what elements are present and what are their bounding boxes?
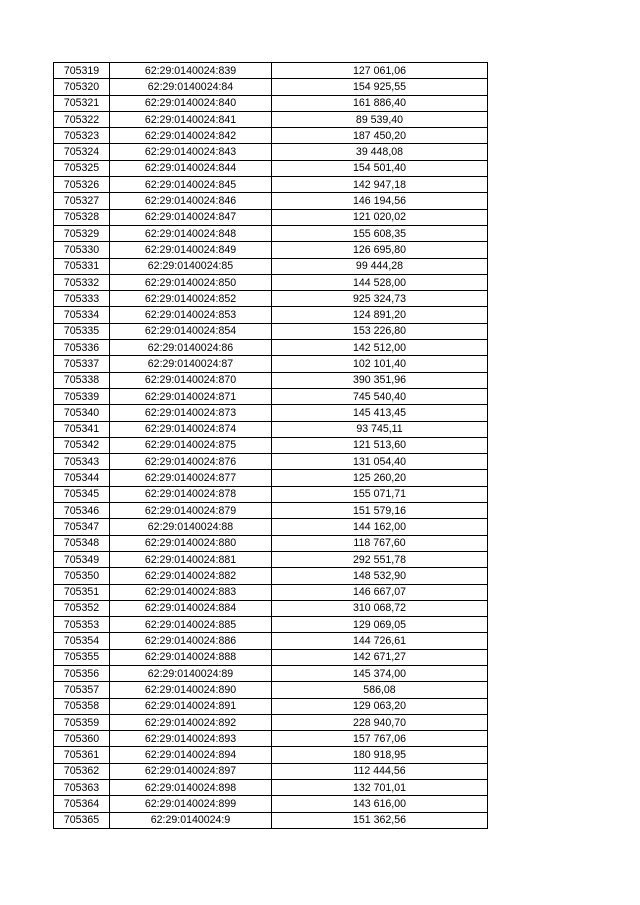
- cadastral-number-cell: 62:29:0140024:87: [110, 356, 272, 372]
- row-number-cell: 705352: [54, 600, 110, 616]
- table-row: [54, 747, 488, 763]
- cadastral-number-cell: 62:29:0140024:873: [110, 405, 272, 421]
- row-number-cell: 705357: [54, 682, 110, 698]
- cadastral-number-cell: 62:29:0140024:899: [110, 796, 272, 812]
- data-table-container: [53, 62, 487, 829]
- value-cell: 144 726,61: [272, 633, 488, 649]
- value-cell: 586,08: [272, 682, 488, 698]
- table-row: [54, 388, 488, 404]
- cadastral-number-cell: 62:29:0140024:844: [110, 160, 272, 176]
- table-row: [54, 633, 488, 649]
- cadastral-number-cell: 62:29:0140024:849: [110, 242, 272, 258]
- row-number-cell: 705350: [54, 568, 110, 584]
- cadastral-number-cell: 62:29:0140024:893: [110, 731, 272, 747]
- row-number-cell: 705363: [54, 780, 110, 796]
- row-number-cell: 705340: [54, 405, 110, 421]
- cadastral-number-cell: 62:29:0140024:874: [110, 421, 272, 437]
- table-row: [54, 209, 488, 225]
- table-row: [54, 95, 488, 111]
- row-number-cell: 705325: [54, 160, 110, 176]
- table-row: [54, 535, 488, 551]
- value-cell: 124 891,20: [272, 307, 488, 323]
- value-cell: 292 551,78: [272, 551, 488, 567]
- value-cell: 187 450,20: [272, 128, 488, 144]
- table-row: [54, 63, 488, 79]
- value-cell: 151 579,16: [272, 503, 488, 519]
- cadastral-number-cell: 62:29:0140024:841: [110, 111, 272, 127]
- row-number-cell: 705346: [54, 503, 110, 519]
- cadastral-number-cell: 62:29:0140024:877: [110, 470, 272, 486]
- value-cell: 129 063,20: [272, 698, 488, 714]
- value-cell: 132 701,01: [272, 780, 488, 796]
- cadastral-number-cell: 62:29:0140024:846: [110, 193, 272, 209]
- table-row: [54, 519, 488, 535]
- table-row: [54, 731, 488, 747]
- value-cell: 145 374,00: [272, 665, 488, 681]
- table-row: [54, 356, 488, 372]
- cadastral-number-cell: 62:29:0140024:843: [110, 144, 272, 160]
- value-cell: 154 925,55: [272, 79, 488, 95]
- cadastral-number-cell: 62:29:0140024:848: [110, 225, 272, 241]
- row-number-cell: 705324: [54, 144, 110, 160]
- value-cell: 153 226,80: [272, 323, 488, 339]
- table-row: [54, 177, 488, 193]
- cadastral-number-cell: 62:29:0140024:883: [110, 584, 272, 600]
- cadastral-number-cell: 62:29:0140024:897: [110, 763, 272, 779]
- value-cell: 310 068,72: [272, 600, 488, 616]
- value-cell: 180 918,95: [272, 747, 488, 763]
- cadastral-number-cell: 62:29:0140024:878: [110, 486, 272, 502]
- value-cell: 121 513,60: [272, 437, 488, 453]
- cadastral-number-cell: 62:29:0140024:890: [110, 682, 272, 698]
- row-number-cell: 705328: [54, 209, 110, 225]
- value-cell: 142 512,00: [272, 340, 488, 356]
- row-number-cell: 705353: [54, 617, 110, 633]
- value-cell: 146 194,56: [272, 193, 488, 209]
- table-row: [54, 340, 488, 356]
- row-number-cell: 705321: [54, 95, 110, 111]
- row-number-cell: 705344: [54, 470, 110, 486]
- cadastral-number-cell: 62:29:0140024:9: [110, 812, 272, 828]
- row-number-cell: 705349: [54, 551, 110, 567]
- table-body: [54, 63, 488, 829]
- table-row: [54, 617, 488, 633]
- cadastral-number-cell: 62:29:0140024:880: [110, 535, 272, 551]
- value-cell: 126 695,80: [272, 242, 488, 258]
- cadastral-number-cell: 62:29:0140024:894: [110, 747, 272, 763]
- value-cell: 39 448,08: [272, 144, 488, 160]
- value-cell: 129 069,05: [272, 617, 488, 633]
- table-row: [54, 160, 488, 176]
- cadastral-number-cell: 62:29:0140024:853: [110, 307, 272, 323]
- value-cell: 131 054,40: [272, 454, 488, 470]
- cadastral-number-cell: 62:29:0140024:871: [110, 388, 272, 404]
- row-number-cell: 705341: [54, 421, 110, 437]
- value-cell: 121 020,02: [272, 209, 488, 225]
- value-cell: 228 940,70: [272, 714, 488, 730]
- cadastral-number-cell: 62:29:0140024:845: [110, 177, 272, 193]
- table-row: [54, 372, 488, 388]
- row-number-cell: 705351: [54, 584, 110, 600]
- value-cell: 745 540,40: [272, 388, 488, 404]
- table-row: [54, 437, 488, 453]
- table-row: [54, 225, 488, 241]
- table-row: [54, 242, 488, 258]
- table-row: [54, 291, 488, 307]
- table-row: [54, 258, 488, 274]
- table-row: [54, 421, 488, 437]
- table-row: [54, 405, 488, 421]
- row-number-cell: 705358: [54, 698, 110, 714]
- table-row: [54, 111, 488, 127]
- table-row: [54, 274, 488, 290]
- cadastral-number-cell: 62:29:0140024:891: [110, 698, 272, 714]
- cadastral-number-cell: 62:29:0140024:840: [110, 95, 272, 111]
- table-row: [54, 584, 488, 600]
- cadastral-number-cell: 62:29:0140024:881: [110, 551, 272, 567]
- row-number-cell: 705338: [54, 372, 110, 388]
- row-number-cell: 705336: [54, 340, 110, 356]
- table-row: [54, 682, 488, 698]
- table-row: [54, 470, 488, 486]
- row-number-cell: 705339: [54, 388, 110, 404]
- table-row: [54, 323, 488, 339]
- table-row: [54, 649, 488, 665]
- value-cell: 89 539,40: [272, 111, 488, 127]
- value-cell: 154 501,40: [272, 160, 488, 176]
- value-cell: 118 767,60: [272, 535, 488, 551]
- cadastral-number-cell: 62:29:0140024:839: [110, 63, 272, 79]
- row-number-cell: 705356: [54, 665, 110, 681]
- cadastral-number-cell: 62:29:0140024:879: [110, 503, 272, 519]
- cadastral-number-cell: 62:29:0140024:876: [110, 454, 272, 470]
- value-cell: 102 101,40: [272, 356, 488, 372]
- row-number-cell: 705347: [54, 519, 110, 535]
- row-number-cell: 705329: [54, 225, 110, 241]
- table-row: [54, 665, 488, 681]
- value-cell: 157 767,06: [272, 731, 488, 747]
- row-number-cell: 705320: [54, 79, 110, 95]
- row-number-cell: 705330: [54, 242, 110, 258]
- cadastral-number-cell: 62:29:0140024:850: [110, 274, 272, 290]
- cadastral-number-cell: 62:29:0140024:854: [110, 323, 272, 339]
- row-number-cell: 705365: [54, 812, 110, 828]
- table-row: [54, 763, 488, 779]
- value-cell: 142 947,18: [272, 177, 488, 193]
- value-cell: 145 413,45: [272, 405, 488, 421]
- table-row: [54, 714, 488, 730]
- table-row: [54, 812, 488, 828]
- row-number-cell: 705332: [54, 274, 110, 290]
- row-number-cell: 705355: [54, 649, 110, 665]
- row-number-cell: 705362: [54, 763, 110, 779]
- row-number-cell: 705334: [54, 307, 110, 323]
- table-row: [54, 144, 488, 160]
- value-cell: 390 351,96: [272, 372, 488, 388]
- table-row: [54, 698, 488, 714]
- cadastral-value-table: [53, 62, 488, 829]
- table-row: [54, 551, 488, 567]
- row-number-cell: 705333: [54, 291, 110, 307]
- value-cell: 143 616,00: [272, 796, 488, 812]
- value-cell: 155 608,35: [272, 225, 488, 241]
- row-number-cell: 705343: [54, 454, 110, 470]
- value-cell: 144 162,00: [272, 519, 488, 535]
- value-cell: 99 444,28: [272, 258, 488, 274]
- value-cell: 125 260,20: [272, 470, 488, 486]
- row-number-cell: 705360: [54, 731, 110, 747]
- cadastral-number-cell: 62:29:0140024:842: [110, 128, 272, 144]
- value-cell: 925 324,73: [272, 291, 488, 307]
- cadastral-number-cell: 62:29:0140024:847: [110, 209, 272, 225]
- row-number-cell: 705354: [54, 633, 110, 649]
- table-row: [54, 600, 488, 616]
- row-number-cell: 705319: [54, 63, 110, 79]
- table-row: [54, 503, 488, 519]
- value-cell: 93 745,11: [272, 421, 488, 437]
- cadastral-number-cell: 62:29:0140024:84: [110, 79, 272, 95]
- row-number-cell: 705345: [54, 486, 110, 502]
- row-number-cell: 705342: [54, 437, 110, 453]
- row-number-cell: 705331: [54, 258, 110, 274]
- table-row: [54, 780, 488, 796]
- row-number-cell: 705335: [54, 323, 110, 339]
- row-number-cell: 705361: [54, 747, 110, 763]
- value-cell: 151 362,56: [272, 812, 488, 828]
- value-cell: 144 528,00: [272, 274, 488, 290]
- cadastral-number-cell: 62:29:0140024:875: [110, 437, 272, 453]
- cadastral-number-cell: 62:29:0140024:892: [110, 714, 272, 730]
- value-cell: 112 444,56: [272, 763, 488, 779]
- value-cell: 148 532,90: [272, 568, 488, 584]
- row-number-cell: 705359: [54, 714, 110, 730]
- table-row: [54, 193, 488, 209]
- table-row: [54, 307, 488, 323]
- cadastral-number-cell: 62:29:0140024:888: [110, 649, 272, 665]
- table-row: [54, 454, 488, 470]
- value-cell: 155 071,71: [272, 486, 488, 502]
- table-row: [54, 79, 488, 95]
- row-number-cell: 705323: [54, 128, 110, 144]
- table-row: [54, 796, 488, 812]
- value-cell: 146 667,07: [272, 584, 488, 600]
- cadastral-number-cell: 62:29:0140024:870: [110, 372, 272, 388]
- value-cell: 127 061,06: [272, 63, 488, 79]
- cadastral-number-cell: 62:29:0140024:85: [110, 258, 272, 274]
- row-number-cell: 705337: [54, 356, 110, 372]
- row-number-cell: 705322: [54, 111, 110, 127]
- value-cell: 161 886,40: [272, 95, 488, 111]
- table-row: [54, 128, 488, 144]
- cadastral-number-cell: 62:29:0140024:885: [110, 617, 272, 633]
- row-number-cell: 705348: [54, 535, 110, 551]
- row-number-cell: 705326: [54, 177, 110, 193]
- table-row: [54, 486, 488, 502]
- cadastral-number-cell: 62:29:0140024:884: [110, 600, 272, 616]
- cadastral-number-cell: 62:29:0140024:852: [110, 291, 272, 307]
- value-cell: 142 671,27: [272, 649, 488, 665]
- cadastral-number-cell: 62:29:0140024:89: [110, 665, 272, 681]
- cadastral-number-cell: 62:29:0140024:882: [110, 568, 272, 584]
- row-number-cell: 705327: [54, 193, 110, 209]
- cadastral-number-cell: 62:29:0140024:88: [110, 519, 272, 535]
- cadastral-number-cell: 62:29:0140024:898: [110, 780, 272, 796]
- row-number-cell: 705364: [54, 796, 110, 812]
- table-row: [54, 568, 488, 584]
- cadastral-number-cell: 62:29:0140024:86: [110, 340, 272, 356]
- cadastral-number-cell: 62:29:0140024:886: [110, 633, 272, 649]
